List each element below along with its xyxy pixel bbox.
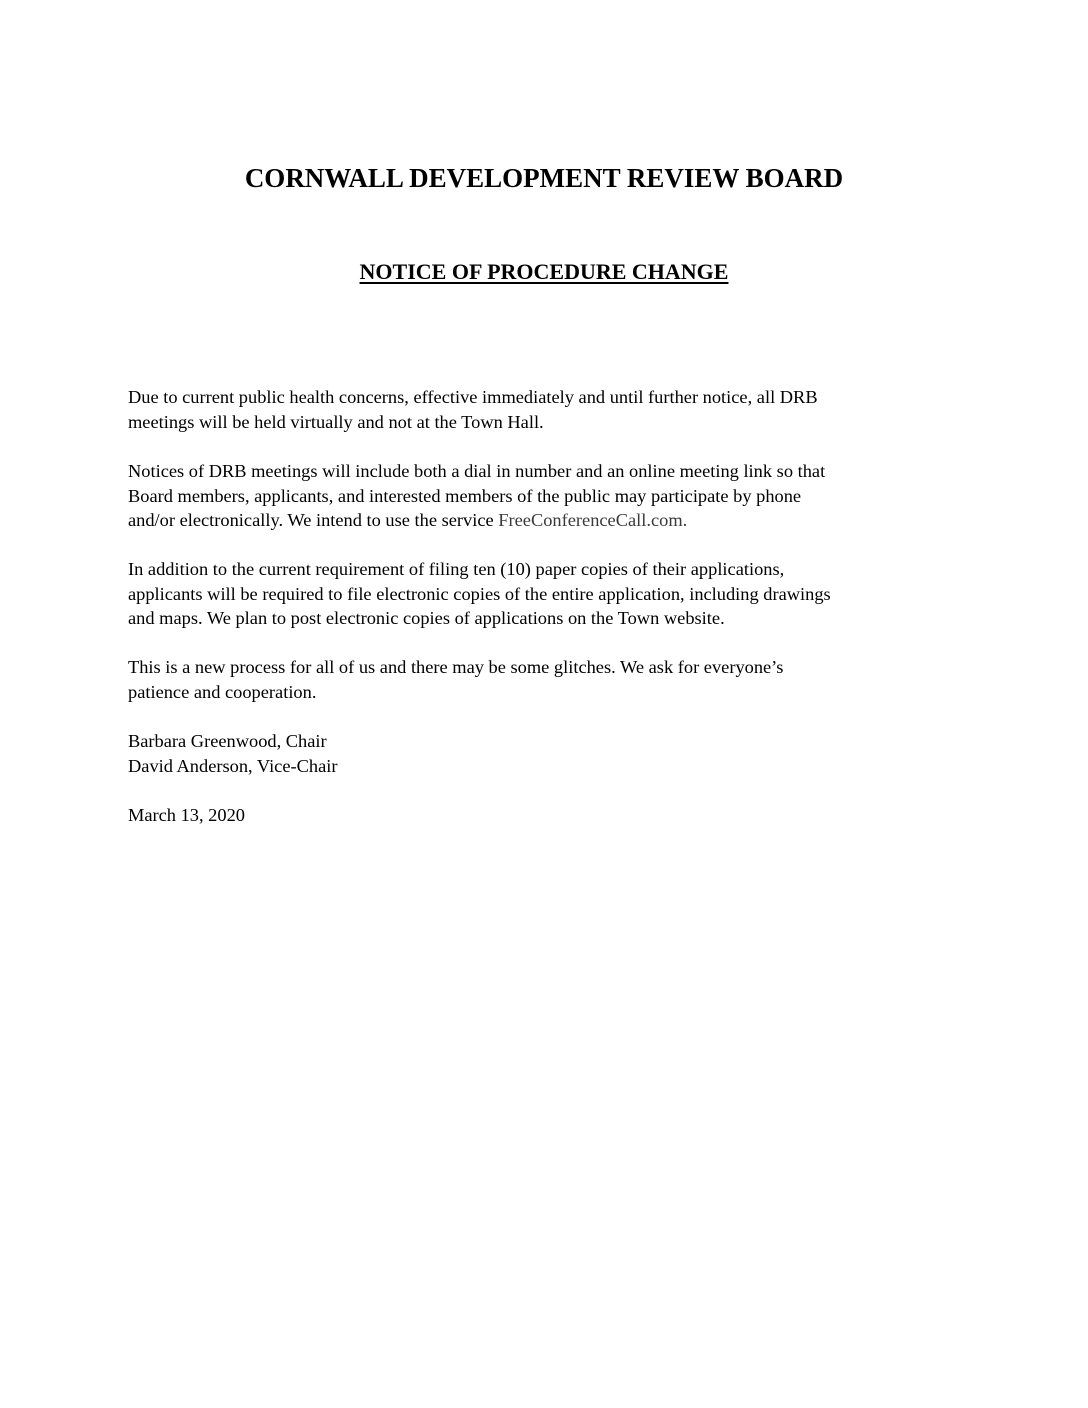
paragraph-line: Board members, applicants, and interested members of the public may participate by phone	[128, 485, 802, 506]
paragraph-line: and maps. We plan to post electronic copies of applications on the Town website.	[128, 608, 725, 628]
date-text: March 13, 2020	[128, 805, 245, 825]
conference-service-link[interactable]: FreeConferenceCall.com	[498, 510, 683, 530]
paragraph-line: patience and cooperation.	[128, 681, 317, 702]
document-date	[128, 803, 958, 828]
subtitle-text: NOTICE OF PROCEDURE CHANGE	[359, 259, 729, 284]
document-title: CORNWALL DEVELOPMENT REVIEW BOARD	[244, 163, 844, 193]
paragraph-line: In addition to the current requirement of filing ten (10) paper copies of their applications,	[128, 559, 785, 579]
paragraph-electronic-copies	[128, 557, 958, 631]
paragraph-virtual-meetings	[128, 385, 958, 434]
paragraph-line: meetings will be held virtually and not at the Town Hall.	[128, 411, 544, 432]
paragraph-new-process	[128, 655, 958, 704]
document-subtitle	[0, 256, 1088, 288]
signature-block	[128, 729, 958, 778]
paragraph-line: Notices of DRB meetings will include both a dial in number and an online meeting link so that	[128, 461, 826, 481]
paragraph-meeting-notices	[128, 459, 958, 533]
paragraph-line: applicants will be required to file electronic copies of the entire application, including drawings	[128, 583, 831, 604]
paragraph-line: This is a new process for all of us and there may be some glitches. We ask for everyone’s	[128, 657, 784, 677]
paragraph-line-prefix: and/or electronically. We intend to use the service	[128, 510, 499, 530]
signature-chair: Barbara Greenwood, Chair	[128, 731, 327, 751]
paragraph-line: Due to current public health concerns, effective immediately and until further notice, all DRB	[128, 387, 818, 407]
paragraph-line	[128, 508, 958, 533]
signature-vice-chair: David Anderson, Vice-Chair	[128, 755, 338, 776]
paragraph-line-suffix: .	[682, 510, 688, 530]
